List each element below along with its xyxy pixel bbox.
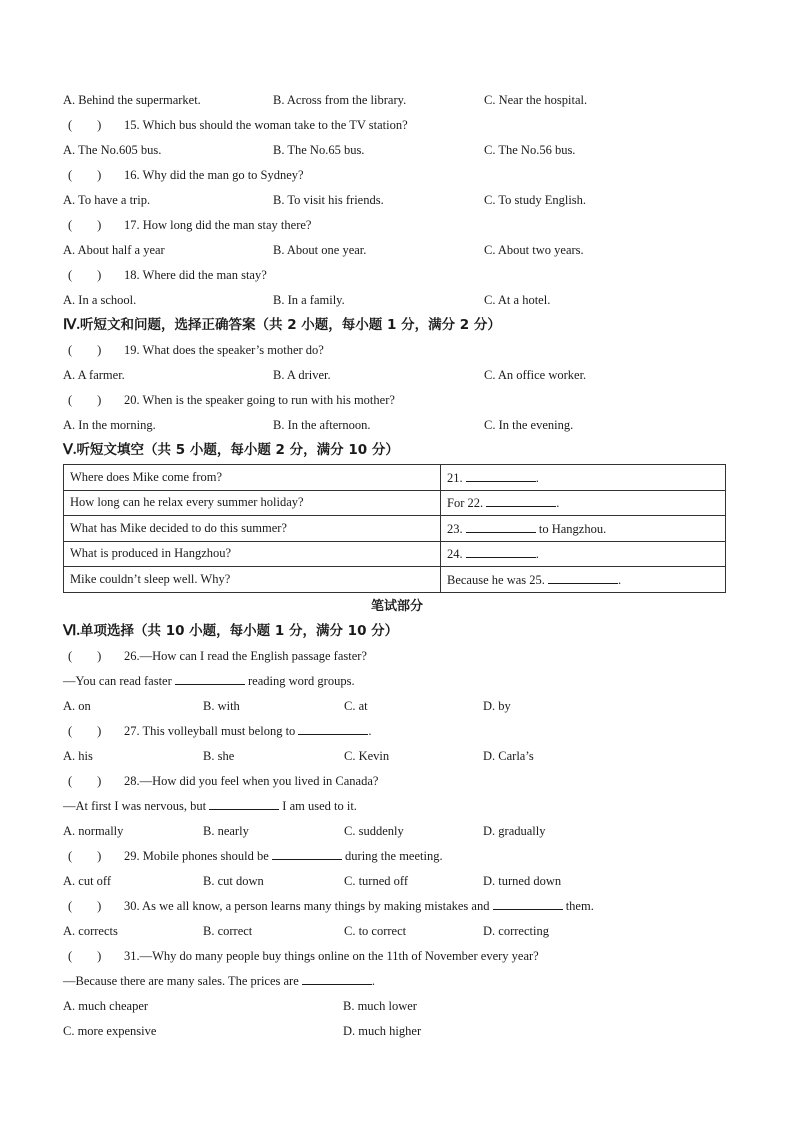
option-c: C. to correct — [344, 923, 407, 938]
option-a: A. cut off — [63, 873, 112, 888]
question-16 — [63, 163, 731, 188]
question-stem: 20. When is the speaker going to run with his mother? — [124, 393, 395, 407]
answer-blank[interactable] — [466, 545, 536, 558]
question-17-options — [63, 238, 731, 263]
option-b: B. nearly — [203, 823, 249, 838]
question-30-options — [63, 919, 731, 944]
option-c: C. To study English. — [484, 193, 587, 207]
option-a: A. In the morning. — [63, 418, 156, 432]
option-b: B. cut down — [203, 873, 264, 888]
option-a: A. corrects — [63, 923, 118, 938]
question-26-line2: —You can read faster reading word groups. — [63, 673, 355, 688]
option-b: B. Across from the library. — [273, 93, 407, 107]
option-d: D. correcting — [483, 923, 549, 938]
question-20 — [63, 388, 731, 413]
option-c: C. In the evening. — [484, 418, 574, 432]
section-number: Ⅵ. — [63, 622, 80, 639]
question-30: ( ) 30. As we all know, a person learns many things by making mistakes and them. — [63, 894, 731, 919]
option-c: C. At a hotel. — [484, 293, 551, 307]
question-27-options — [63, 744, 731, 769]
table-row — [64, 490, 726, 516]
answer-paren[interactable]: ( ) — [68, 343, 102, 357]
question-26 — [63, 644, 731, 669]
fill-in-table — [63, 464, 726, 593]
option-a: A. Behind the supermarket. — [63, 93, 201, 107]
section-number: Ⅳ. — [63, 317, 81, 333]
row-question: Where does Mike come from? — [64, 465, 441, 491]
option-b: B. she — [203, 748, 235, 763]
answer-paren[interactable]: ( ) — [68, 773, 102, 788]
answer-paren[interactable]: ( ) — [68, 948, 102, 963]
option-a: A. To have a trip. — [63, 193, 151, 207]
section-4-heading — [63, 313, 731, 338]
option-b: B. The No.65 bus. — [273, 143, 365, 157]
question-14-options — [63, 88, 731, 113]
option-d: D. by — [483, 698, 511, 713]
question-stem: 26.—How can I read the English passage faster? — [124, 648, 367, 663]
answer-paren[interactable]: ( ) — [68, 268, 102, 282]
row-question: How long can he relax every summer holiday? — [64, 490, 441, 516]
answer-paren[interactable]: ( ) — [68, 648, 102, 663]
section-5-heading — [63, 438, 731, 463]
option-b: B. To visit his friends. — [273, 193, 384, 207]
option-a: A. A farmer. — [63, 368, 125, 382]
option-b: B. much lower — [343, 998, 417, 1013]
question-19 — [63, 338, 731, 363]
question-stem: 17. How long did the man stay there? — [124, 218, 312, 232]
exam-page — [63, 88, 731, 1044]
table-row — [64, 465, 726, 491]
option-c: C. Kevin — [344, 748, 390, 763]
option-b: B. In the afternoon. — [273, 418, 371, 432]
answer-paren[interactable]: ( ) — [68, 393, 102, 407]
question-18-options — [63, 288, 731, 313]
answer-blank[interactable] — [486, 494, 556, 507]
answer-paren[interactable]: ( ) — [68, 168, 102, 182]
row-answer: For 22. . — [441, 490, 726, 516]
row-answer: 23. to Hangzhou. — [441, 516, 726, 542]
answer-paren[interactable]: ( ) — [68, 218, 102, 232]
answer-paren[interactable]: ( ) — [68, 898, 102, 913]
option-c: C. The No.56 bus. — [484, 143, 576, 157]
option-d: D. much higher — [343, 1023, 422, 1038]
option-b: B. In a family. — [273, 293, 345, 307]
option-d: D. turned down — [483, 873, 562, 888]
answer-blank[interactable] — [302, 972, 372, 985]
question-28-options — [63, 819, 731, 844]
answer-paren[interactable]: ( ) — [68, 848, 102, 863]
question-20-options — [63, 413, 731, 438]
answer-paren[interactable]: ( ) — [68, 118, 102, 132]
question-18 — [63, 263, 731, 288]
answer-blank[interactable] — [548, 571, 618, 584]
answer-blank[interactable] — [493, 897, 563, 910]
question-stem: 16. Why did the man go to Sydney? — [124, 168, 304, 182]
row-question: Mike couldn’t sleep well. Why? — [64, 567, 441, 593]
option-b: B. A driver. — [273, 368, 331, 382]
question-27: ( ) 27. This volleyball must belong to . — [63, 719, 731, 744]
row-answer: 24. . — [441, 541, 726, 567]
option-a: A. much cheaper — [63, 998, 149, 1013]
answer-blank[interactable] — [272, 847, 342, 860]
option-a: A. on — [63, 698, 91, 713]
table-row — [64, 541, 726, 567]
question-17 — [63, 213, 731, 238]
question-31-line2: —Because there are many sales. The prices are . — [63, 973, 376, 988]
answer-blank[interactable] — [175, 672, 245, 685]
written-part-title: 笔试部分 — [370, 598, 423, 614]
answer-blank[interactable] — [466, 469, 536, 482]
question-stem: 18. Where did the man stay? — [124, 268, 267, 282]
question-31 — [63, 944, 731, 969]
section-title: 听短文填空（共 5 小题，每小题 2 分，满分 10 分） — [76, 442, 399, 458]
option-c: C. more expensive — [63, 1023, 157, 1038]
question-29: ( ) 29. Mobile phones should be during the meeting. — [63, 844, 731, 869]
option-c: C. suddenly — [344, 823, 404, 838]
option-c: C. at — [344, 698, 368, 713]
answer-blank[interactable] — [298, 722, 368, 735]
option-b: B. About one year. — [273, 243, 367, 257]
question-15-options — [63, 138, 731, 163]
option-b: B. with — [203, 698, 240, 713]
question-stem: 31.—Why do many people buy things online on the 11th of November every year? — [124, 948, 539, 963]
section-number: Ⅴ. — [63, 442, 77, 458]
question-29-options — [63, 869, 731, 894]
answer-blank[interactable] — [466, 520, 536, 533]
question-28 — [63, 769, 731, 794]
option-c: C. An office worker. — [484, 368, 587, 382]
section-6-heading — [63, 619, 731, 644]
option-a: A. In a school. — [63, 293, 137, 307]
option-a: A. About half a year — [63, 243, 165, 257]
question-31-options-row1 — [63, 994, 731, 1019]
question-31-options-row2 — [63, 1019, 731, 1044]
option-c: C. Near the hospital. — [484, 93, 588, 107]
option-a: A. his — [63, 748, 93, 763]
option-d: D. Carla’s — [483, 748, 534, 763]
section-title: 听短文和问题，选择正确答案（共 2 小题，每小题 1 分，满分 2 分） — [80, 317, 501, 333]
option-a: A. The No.605 bus. — [63, 143, 162, 157]
row-question: What is produced in Hangzhou? — [64, 541, 441, 567]
answer-blank[interactable] — [209, 797, 279, 810]
option-c: C. About two years. — [484, 243, 584, 257]
option-a: A. normally — [63, 823, 124, 838]
question-stem: 15. Which bus should the woman take to the TV station? — [124, 118, 408, 132]
question-stem: 19. What does the speaker’s mother do? — [124, 343, 324, 357]
question-stem: 28.—How did you feel when you lived in Canada? — [124, 773, 379, 788]
option-c: C. turned off — [344, 873, 408, 888]
question-19-options — [63, 363, 731, 388]
question-26-options — [63, 694, 731, 719]
option-d: D. gradually — [483, 823, 546, 838]
section-title: 单项选择（共 10 小题，每小题 1 分，满分 10 分） — [80, 622, 399, 639]
question-16-options — [63, 188, 731, 213]
row-question: What has Mike decided to do this summer? — [64, 516, 441, 542]
answer-paren[interactable]: ( ) — [68, 723, 102, 738]
question-28-line2: —At first I was nervous, but I am used to it. — [63, 798, 357, 813]
row-answer: 21. . — [441, 465, 726, 491]
table-row — [64, 516, 726, 542]
option-b: B. correct — [203, 923, 253, 938]
row-answer: Because he was 25. . — [441, 567, 726, 593]
table-row — [64, 567, 726, 593]
question-15 — [63, 113, 731, 138]
